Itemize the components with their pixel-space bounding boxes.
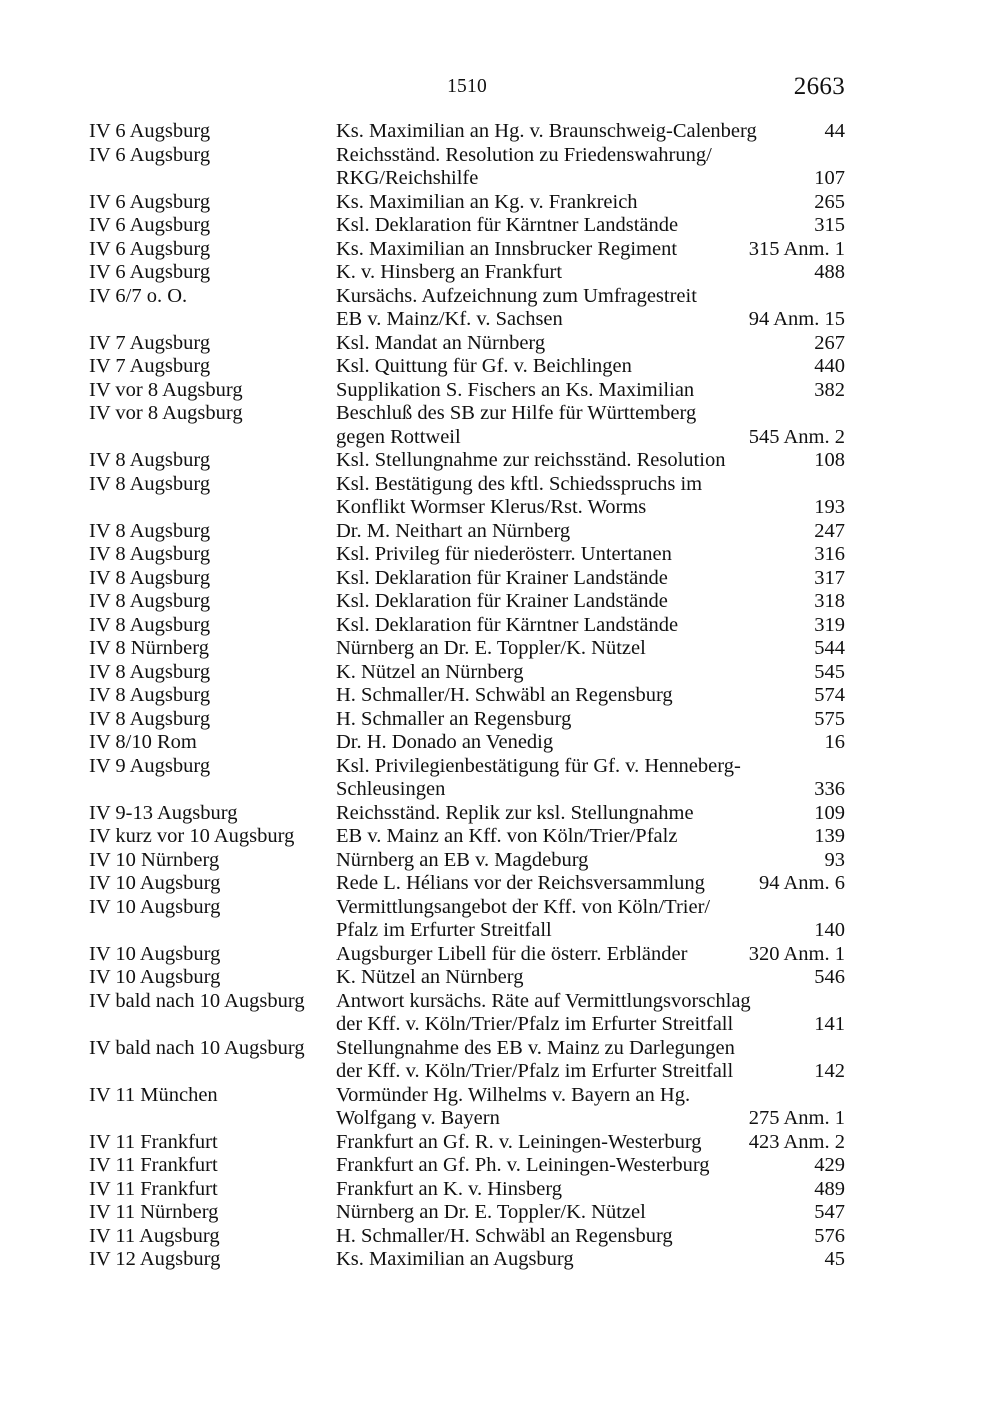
index-entry-row	[89, 214, 845, 238]
entry-description: Supplikation S. Fischers an Ks. Maximilian	[336, 378, 695, 401]
entry-page-reference	[735, 990, 845, 1014]
index-entry-row	[89, 755, 845, 779]
entry-description: Frankfurt an Gf. Ph. v. Leiningen-Westerburg	[336, 1154, 710, 1176]
entry-description: Beschluß des SB zur Hilfe für Württemberg	[336, 402, 697, 424]
entry-page-reference: 265	[814, 190, 845, 213]
index-entry-row	[89, 1060, 845, 1084]
entry-description: der Kff. v. Köln/Trier/Pfalz im Erfurter Streitfall	[336, 1013, 734, 1035]
entry-description: Konflikt Wormser Klerus/Rst. Worms	[336, 496, 647, 518]
entry-description: EB v. Mainz/Kf. v. Sachsen	[336, 308, 563, 330]
entry-description: Dr. H. Donado an Venedig	[336, 731, 554, 753]
entry-page-reference	[735, 755, 845, 779]
index-entry-row	[89, 473, 845, 497]
index-entry-row	[89, 1154, 845, 1178]
entry-date-place: IV 8 Augsburg	[89, 613, 211, 636]
index-entry-row	[89, 1013, 845, 1037]
index-entry-row	[89, 308, 845, 332]
entry-page-reference	[735, 473, 845, 497]
entry-page-reference: 108	[814, 449, 845, 471]
index-entry-row	[89, 825, 845, 849]
entry-description: Ksl. Stellungnahme zur reichsständ. Resolution	[336, 449, 726, 471]
entry-page-reference: 142	[814, 1060, 845, 1082]
entry-description: Ks. Maximilian an Kg. v. Frankreich	[336, 190, 638, 213]
index-entry-row	[89, 1037, 845, 1061]
index-entry-row	[89, 426, 845, 450]
entry-page-reference: 318	[814, 590, 845, 612]
entry-description: Rede L. Hélians vor der Reichsversammlung	[336, 872, 705, 894]
index-entry-row	[89, 379, 845, 403]
index-entry-row	[89, 1178, 845, 1202]
entry-date-place: IV bald nach 10 Augsburg	[89, 989, 305, 1012]
index-entry-row	[89, 637, 845, 661]
entry-date-place: IV 10 Augsburg	[89, 966, 221, 988]
entry-description: Pfalz im Erfurter Streitfall	[336, 919, 552, 941]
index-entry-row	[89, 708, 845, 732]
entry-date-place	[89, 167, 336, 191]
entry-page-reference: 319	[814, 613, 845, 636]
index-entry-row	[89, 614, 845, 638]
entry-page-reference: 141	[814, 1013, 845, 1035]
index-entry-row	[89, 684, 845, 708]
entry-page-reference: 575	[814, 707, 845, 730]
index-entry-row	[89, 449, 845, 473]
entry-date-place: IV 8 Augsburg	[89, 449, 211, 471]
entry-date-place: IV 11 Augsburg	[89, 1224, 220, 1247]
entry-page-reference: 140	[814, 919, 845, 941]
entry-date-place: IV 8/10 Rom	[89, 731, 197, 753]
entry-page-reference: 94 Anm. 15	[748, 308, 845, 330]
entry-date-place	[89, 919, 336, 943]
entry-page-reference: 317	[814, 566, 845, 589]
entry-page-reference: 267	[814, 331, 845, 354]
index-entry-row	[89, 1225, 845, 1249]
entry-page-reference: 547	[814, 1201, 845, 1223]
entry-date-place: IV 9-13 Augsburg	[89, 801, 238, 824]
entry-date-place: IV 8 Augsburg	[89, 472, 211, 495]
entry-description: H. Schmaller/H. Schwäbl an Regensburg	[336, 1224, 673, 1247]
entry-description: Ksl. Privilegienbestätigung für Gf. v. Henneberg-	[336, 754, 741, 777]
entry-description: Ksl. Mandat an Nürnberg	[336, 331, 546, 354]
entry-date-place: IV 10 Augsburg	[89, 895, 221, 918]
index-entry-row	[89, 661, 845, 685]
entry-date-place: IV 6 Augsburg	[89, 261, 211, 283]
entry-date-place: IV 8 Augsburg	[89, 707, 211, 730]
entry-page-reference: 429	[814, 1154, 845, 1176]
entry-date-place: IV 11 Frankfurt	[89, 1177, 218, 1200]
index-entry-row	[89, 802, 845, 826]
entry-description: H. Schmaller an Regensburg	[336, 707, 572, 730]
index-entry-row	[89, 285, 845, 309]
entry-page-reference: 275 Anm. 1	[748, 1107, 845, 1129]
entry-description: Ks. Maximilian an Innsbrucker Regiment	[336, 237, 678, 260]
entry-date-place: IV 11 Frankfurt	[89, 1130, 218, 1153]
entry-description: Stellungnahme des EB v. Mainz zu Darlegungen	[336, 1036, 735, 1059]
entry-description: Ksl. Quittung für Gf. v. Beichlingen	[336, 355, 632, 377]
entry-page-reference	[735, 144, 845, 168]
entry-description: H. Schmaller/H. Schwäbl an Regensburg	[336, 684, 673, 706]
entry-page-reference: 546	[814, 966, 845, 988]
index-entry-row	[89, 1107, 845, 1131]
entry-description: EB v. Mainz an Kff. von Köln/Trier/Pfalz	[336, 825, 678, 847]
entry-date-place: IV 10 Augsburg	[89, 942, 221, 965]
entry-date-place: IV 8 Augsburg	[89, 543, 211, 565]
entry-page-reference: 316	[814, 543, 845, 565]
entry-page-reference: 320 Anm. 1	[748, 942, 845, 965]
entry-description: Ks. Maximilian an Augsburg	[336, 1248, 574, 1270]
entry-date-place: IV 11 München	[89, 1083, 218, 1106]
entry-date-place	[89, 426, 336, 450]
entry-page-reference: 423 Anm. 2	[748, 1130, 845, 1153]
index-entry-row	[89, 355, 845, 379]
entry-date-place: IV 8 Augsburg	[89, 660, 211, 683]
entry-description: Ksl. Bestätigung des kftl. Schiedsspruchs im	[336, 472, 703, 495]
entry-date-place: IV 8 Nürnberg	[89, 637, 209, 659]
entry-date-place: IV bald nach 10 Augsburg	[89, 1036, 305, 1059]
entry-date-place: IV 8 Augsburg	[89, 590, 211, 612]
entry-description: Ksl. Deklaration für Krainer Landstände	[336, 566, 668, 589]
index-entry-row	[89, 778, 845, 802]
entry-page-reference: 94 Anm. 6	[759, 872, 845, 894]
entry-page-reference: 109	[814, 801, 845, 824]
entry-description: RKG/Reichshilfe	[336, 167, 479, 189]
index-entry-row	[89, 238, 845, 262]
entry-date-place: IV 7 Augsburg	[89, 331, 211, 354]
entry-description: Ksl. Deklaration für Kärntner Landstände	[336, 214, 679, 236]
entry-page-reference: 45	[824, 1248, 845, 1270]
entry-page-reference: 488	[814, 261, 845, 283]
entry-page-reference	[735, 1084, 845, 1108]
index-entry-row	[89, 919, 845, 943]
entry-description: Ksl. Privileg für niederösterr. Untertanen	[336, 543, 672, 565]
index-entry-row	[89, 120, 845, 144]
entry-description: Wolfgang v. Bayern	[336, 1107, 500, 1129]
entry-description: Frankfurt an K. v. Hinsberg	[336, 1177, 563, 1200]
index-table-body	[89, 120, 845, 1272]
entry-description: Ksl. Deklaration für Krainer Landstände	[336, 590, 668, 612]
entry-page-reference: 544	[814, 637, 845, 659]
entry-description: gegen Rottweil	[336, 425, 461, 448]
entry-description: Vermittlungsangebot der Kff. von Köln/Trier/	[336, 895, 711, 918]
entry-description: Ksl. Deklaration für Kärntner Landstände	[336, 613, 679, 636]
entry-description: K. Nützel an Nürnberg	[336, 660, 524, 683]
entry-date-place	[89, 1060, 336, 1084]
entry-page-reference	[735, 1037, 845, 1061]
entry-date-place: IV 8 Augsburg	[89, 684, 211, 706]
index-entry-row	[89, 731, 845, 755]
index-entry-row	[89, 191, 845, 215]
entry-page-reference: 16	[824, 731, 845, 753]
entry-date-place	[89, 308, 336, 332]
index-entry-row	[89, 520, 845, 544]
entry-date-place: IV 9 Augsburg	[89, 754, 211, 777]
entry-date-place: IV 6 Augsburg	[89, 120, 211, 142]
entry-date-place: IV vor 8 Augsburg	[89, 402, 243, 424]
entry-description: Augsburger Libell für die österr. Erbländer	[336, 942, 688, 965]
entry-page-reference: 440	[814, 355, 845, 377]
running-head	[89, 73, 845, 102]
entry-description: Reichsständ. Replik zur ksl. Stellungnahme	[336, 801, 694, 824]
entry-date-place: IV 11 Nürnberg	[89, 1201, 219, 1223]
entry-date-place	[89, 1107, 336, 1131]
entry-description: Schleusingen	[336, 778, 446, 800]
entry-date-place: IV 10 Nürnberg	[89, 848, 220, 871]
entry-page-reference: 336	[814, 778, 845, 800]
index-entry-row	[89, 144, 845, 168]
entry-date-place: IV 8 Augsburg	[89, 519, 211, 542]
entry-page-reference: 315 Anm. 1	[748, 237, 845, 260]
entry-date-place	[89, 778, 336, 802]
entry-page-reference: 315	[814, 214, 845, 236]
entry-date-place: IV 6 Augsburg	[89, 190, 211, 213]
entry-date-place: IV kurz vor 10 Augsburg	[89, 825, 295, 847]
entry-page-reference: 139	[814, 825, 845, 847]
entry-page-reference: 382	[814, 378, 845, 401]
entry-page-reference: 545	[814, 660, 845, 683]
index-entry-row	[89, 261, 845, 285]
index-entry-row	[89, 567, 845, 591]
entry-page-reference: 93	[824, 848, 845, 871]
entry-date-place: IV 6 Augsburg	[89, 237, 211, 260]
index-entry-row	[89, 1131, 845, 1155]
index-entry-row	[89, 1248, 845, 1272]
entry-description: Dr. M. Neithart an Nürnberg	[336, 519, 571, 542]
entry-description: Ks. Maximilian an Hg. v. Braunschweig-Calenberg	[336, 120, 757, 142]
entry-description: Vormünder Hg. Wilhelms v. Bayern an Hg.	[336, 1083, 691, 1106]
index-entry-row	[89, 402, 845, 426]
index-entry-row	[89, 167, 845, 191]
entry-page-reference: 247	[814, 519, 845, 542]
entry-description: K. Nützel an Nürnberg	[336, 966, 524, 988]
entry-description: Antwort kursächs. Räte auf Vermittlungsvorschlag	[336, 989, 751, 1012]
index-entry-row	[89, 872, 845, 896]
index-table	[89, 120, 845, 1272]
index-entry-row	[89, 849, 845, 873]
entry-page-reference: 193	[814, 496, 845, 518]
entry-date-place: IV 7 Augsburg	[89, 355, 211, 377]
entry-date-place	[89, 496, 336, 520]
entry-page-reference	[735, 285, 845, 309]
entry-page-reference: 545 Anm. 2	[748, 425, 845, 448]
entry-description: Reichsständ. Resolution zu Friedenswahrung/	[336, 143, 712, 166]
entry-page-reference: 576	[814, 1224, 845, 1247]
index-entry-row	[89, 496, 845, 520]
entry-description: Nürnberg an Dr. E. Toppler/K. Nützel	[336, 637, 646, 659]
entry-page-reference	[735, 402, 845, 426]
entry-date-place: IV 6 Augsburg	[89, 143, 211, 166]
entry-page-reference: 489	[814, 1177, 845, 1200]
entry-page-reference: 107	[814, 167, 845, 189]
entry-page-reference: 574	[814, 684, 845, 706]
index-entry-row	[89, 1201, 845, 1225]
page-number: 2663	[793, 73, 845, 100]
index-entry-row	[89, 896, 845, 920]
entry-date-place: IV 6/7 o. O.	[89, 284, 188, 307]
index-entry-row	[89, 590, 845, 614]
entry-description: Nürnberg an Dr. E. Toppler/K. Nützel	[336, 1201, 646, 1223]
entry-date-place: IV 12 Augsburg	[89, 1248, 221, 1270]
entry-page-reference	[735, 896, 845, 920]
entry-date-place	[89, 1013, 336, 1037]
entry-description: der Kff. v. Köln/Trier/Pfalz im Erfurter Streitfall	[336, 1060, 734, 1082]
entry-description: Kursächs. Aufzeichnung zum Umfragestreit	[336, 284, 697, 307]
index-entry-row	[89, 990, 845, 1014]
entry-description: Nürnberg an EB v. Magdeburg	[336, 848, 589, 871]
index-entry-row	[89, 332, 845, 356]
running-head-year: 1510	[447, 76, 487, 97]
entry-date-place: IV vor 8 Augsburg	[89, 378, 243, 401]
entry-description: Frankfurt an Gf. R. v. Leiningen-Westerburg	[336, 1130, 702, 1153]
entry-date-place: IV 11 Frankfurt	[89, 1154, 218, 1176]
entry-date-place: IV 10 Augsburg	[89, 872, 221, 894]
index-entry-row	[89, 943, 845, 967]
entry-date-place: IV 6 Augsburg	[89, 214, 211, 236]
entry-page-reference: 44	[824, 120, 845, 142]
entry-description: K. v. Hinsberg an Frankfurt	[336, 261, 563, 283]
index-entry-row	[89, 966, 845, 990]
index-entry-row	[89, 543, 845, 567]
entry-date-place: IV 8 Augsburg	[89, 566, 211, 589]
index-entry-row	[89, 1084, 845, 1108]
